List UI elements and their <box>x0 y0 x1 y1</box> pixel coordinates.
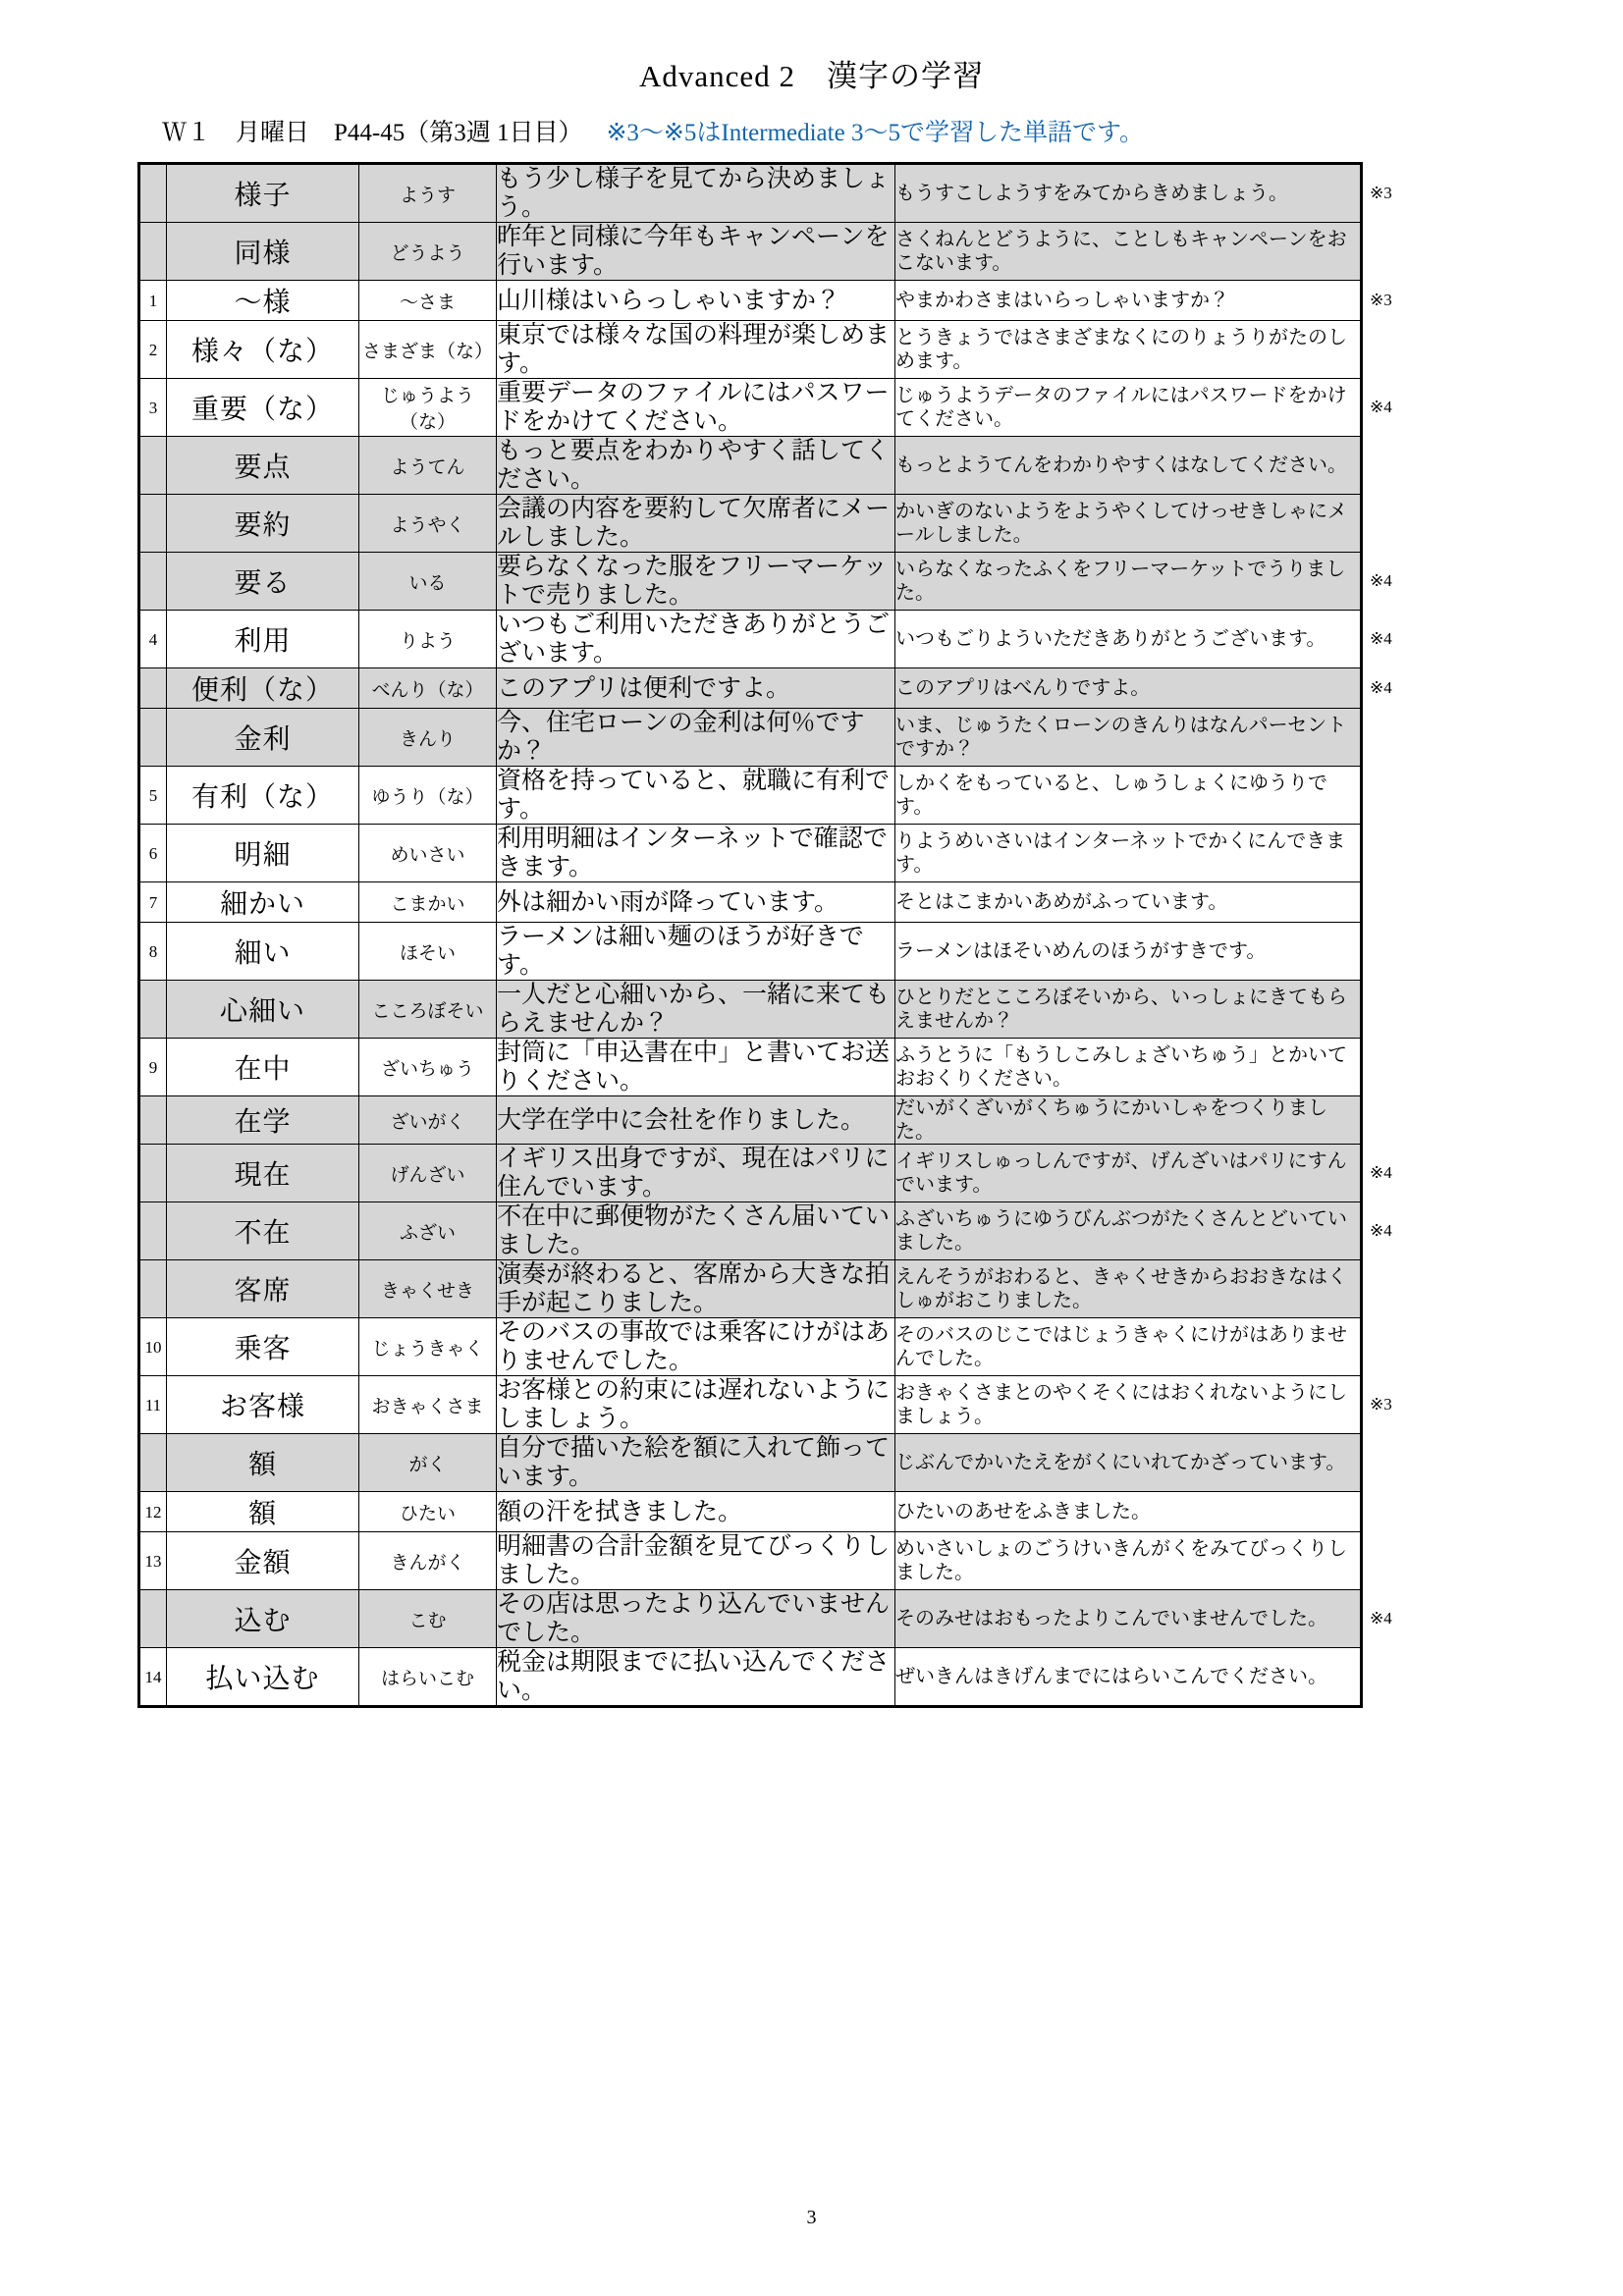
table-row <box>139 1532 1362 1590</box>
example-sentence-hiragana: いらなくなったふくをフリーマーケットでうりました。 <box>895 553 1362 611</box>
table-row <box>139 553 1362 611</box>
table-row <box>139 1590 1362 1648</box>
example-sentence: 税金は期限までに払い込んでください。 <box>497 1648 895 1707</box>
example-sentence-hiragana: ぜいきんはきげんまでにはらいこんでください。 <box>895 1648 1362 1707</box>
vocabulary-word: 乗客 <box>167 1318 359 1376</box>
vocabulary-word: 現在 <box>167 1145 359 1202</box>
example-sentence: 明細書の合計金額を見てびっくりしました。 <box>497 1532 895 1590</box>
reference-note-marker: ※4 <box>1370 1609 1392 1628</box>
example-sentence: 重要データのファイルにはパスワードをかけてください。 <box>497 379 895 437</box>
example-sentence: そのバスの事故では乗客にけがはありませんでした。 <box>497 1318 895 1376</box>
example-sentence-hiragana: もっとようてんをわかりやすくはなしてください。 <box>895 437 1362 495</box>
vocabulary-word: 様子 <box>167 164 359 223</box>
vocabulary-reading: きんがく <box>359 1532 497 1590</box>
example-sentence: 会議の内容を要約して欠席者にメールしました。 <box>497 495 895 553</box>
kanji-table-wrapper <box>137 162 1483 1708</box>
page-number: 3 <box>806 2207 817 2228</box>
example-sentence-hiragana: とうきょうではさまざまなくにのりょうりがたのしめます。 <box>895 321 1362 379</box>
vocabulary-word: 額 <box>167 1492 359 1532</box>
table-row <box>139 882 1362 923</box>
vocabulary-word: 払い込む <box>167 1648 359 1707</box>
row-number <box>139 164 167 223</box>
vocabulary-reading: ようやく <box>359 495 497 553</box>
example-sentence-hiragana: そのみせはおもったよりこんでいませんでした。 <box>895 1590 1362 1648</box>
example-sentence-hiragana: そのバスのじこではじょうきゃくにけがはありませんでした。 <box>895 1318 1362 1376</box>
reference-note-marker: ※4 <box>1370 398 1392 416</box>
vocabulary-word: 在学 <box>167 1096 359 1145</box>
vocabulary-reading: こころぼそい <box>359 981 497 1039</box>
row-number: 14 <box>139 1648 167 1707</box>
example-sentence-hiragana: ひとりだとこころぼそいから、いっしょにきてもらえませんか？ <box>895 981 1362 1039</box>
vocabulary-reading: はらいこむ <box>359 1648 497 1707</box>
vocabulary-word: 細い <box>167 923 359 981</box>
table-row <box>139 164 1362 223</box>
row-number: 2 <box>139 321 167 379</box>
vocabulary-reading: りよう <box>359 611 497 668</box>
vocabulary-reading: どうよう <box>359 223 497 281</box>
vocabulary-reading: ひたい <box>359 1492 497 1532</box>
vocabulary-reading: ざいがく <box>359 1096 497 1145</box>
vocabulary-word: 客席 <box>167 1260 359 1318</box>
example-sentence-hiragana: やまかわさまはいらっしゃいますか？ <box>895 281 1362 321</box>
example-sentence: もっと要点をわかりやすく話してください。 <box>497 437 895 495</box>
example-sentence-hiragana: ひたいのあせをふきました。 <box>895 1492 1362 1532</box>
vocabulary-reading: こむ <box>359 1590 497 1648</box>
example-sentence: 不在中に郵便物がたくさん届いていました。 <box>497 1202 895 1260</box>
reference-note-marker: ※4 <box>1370 678 1392 697</box>
vocabulary-word: ～様 <box>167 281 359 321</box>
vocabulary-word: 細かい <box>167 882 359 923</box>
row-number <box>139 553 167 611</box>
row-number: 3 <box>139 379 167 437</box>
vocabulary-reading: げんざい <box>359 1145 497 1202</box>
example-sentence: 山川様はいらっしゃいますか？ <box>497 281 895 321</box>
example-sentence: 昨年と同様に今年もキャンペーンを行います。 <box>497 223 895 281</box>
vocabulary-word: 在中 <box>167 1039 359 1096</box>
example-sentence-hiragana: じゅうようデータのファイルにはパスワードをかけてください。 <box>895 379 1362 437</box>
example-sentence: もう少し様子を見てから決めましょう。 <box>497 164 895 223</box>
reference-note-marker: ※3 <box>1370 183 1392 202</box>
vocabulary-word: 有利（な） <box>167 767 359 825</box>
table-row <box>139 1492 1362 1532</box>
row-number: 8 <box>139 923 167 981</box>
reference-note-marker: ※4 <box>1370 1163 1392 1182</box>
vocabulary-reading: こまかい <box>359 882 497 923</box>
table-row <box>139 709 1362 767</box>
reference-note-marker: ※3 <box>1370 1395 1392 1414</box>
example-sentence-hiragana: だいがくざいがくちゅうにかいしゃをつくりました。 <box>895 1096 1362 1145</box>
example-sentence: 自分で描いた絵を額に入れて飾っています。 <box>497 1434 895 1492</box>
vocabulary-word: 重要（な） <box>167 379 359 437</box>
table-row <box>139 1260 1362 1318</box>
vocabulary-word: 金利 <box>167 709 359 767</box>
example-sentence: 今、住宅ローンの金利は何％ですか？ <box>497 709 895 767</box>
reference-note-marker: ※4 <box>1370 571 1392 590</box>
row-number <box>139 981 167 1039</box>
table-row <box>139 981 1362 1039</box>
table-row <box>139 1376 1362 1434</box>
example-sentence-hiragana: このアプリはべんりですよ。 <box>895 668 1362 709</box>
example-sentence: いつもご利用いただきありがとうございます。 <box>497 611 895 668</box>
example-sentence: 利用明細はインターネットで確認できます。 <box>497 825 895 882</box>
row-number: 6 <box>139 825 167 882</box>
table-row <box>139 1434 1362 1492</box>
example-sentence-hiragana: じぶんでかいたえをがくにいれてかざっています。 <box>895 1434 1362 1492</box>
example-sentence-hiragana: そとはこまかいあめがふっています。 <box>895 882 1362 923</box>
page-title: Advanced 2 漢字の学習 <box>639 59 984 93</box>
row-number: 5 <box>139 767 167 825</box>
vocabulary-word: 明細 <box>167 825 359 882</box>
row-number <box>139 1096 167 1145</box>
vocabulary-word: お客様 <box>167 1376 359 1434</box>
vocabulary-word: 要る <box>167 553 359 611</box>
lesson-note-text: ※3～※5はIntermediate 3～5で学習した単語です。 <box>606 120 1144 146</box>
example-sentence-hiragana: りようめいさいはインターネットでかくにんできます。 <box>895 825 1362 882</box>
vocabulary-reading: おきゃくさま <box>359 1376 497 1434</box>
row-number <box>139 1145 167 1202</box>
row-number: 1 <box>139 281 167 321</box>
example-sentence: 一人だと心細いから、一緒に来てもらえませんか？ <box>497 981 895 1039</box>
row-number <box>139 223 167 281</box>
vocabulary-reading: ほそい <box>359 923 497 981</box>
example-sentence: 演奏が終わると、客席から大きな拍手が起こりました。 <box>497 1260 895 1318</box>
vocabulary-reading: べんり（な） <box>359 668 497 709</box>
vocabulary-reading: ようてん <box>359 437 497 495</box>
vocabulary-word: 利用 <box>167 611 359 668</box>
kanji-vocabulary-table <box>137 162 1363 1708</box>
vocabulary-reading: きゃくせき <box>359 1260 497 1318</box>
reference-note-marker: ※3 <box>1370 291 1392 309</box>
vocabulary-word: 不在 <box>167 1202 359 1260</box>
row-number: 9 <box>139 1039 167 1096</box>
vocabulary-word: 金額 <box>167 1532 359 1590</box>
row-number <box>139 709 167 767</box>
example-sentence-hiragana: もうすこしようすをみてからきめましょう。 <box>895 164 1362 223</box>
example-sentence-hiragana: いま、じゅうたくローンのきんりはなんパーセントですか？ <box>895 709 1362 767</box>
row-number <box>139 495 167 553</box>
vocabulary-word: 要約 <box>167 495 359 553</box>
example-sentence: イギリス出身ですが、現在はパリに住んでいます。 <box>497 1145 895 1202</box>
reference-note-marker: ※4 <box>1370 1221 1392 1240</box>
row-number: 12 <box>139 1492 167 1532</box>
table-row <box>139 437 1362 495</box>
vocabulary-word: 同様 <box>167 223 359 281</box>
example-sentence-hiragana: めいさいしょのごうけいきんがくをみてびっくりしました。 <box>895 1532 1362 1590</box>
table-row <box>139 1648 1362 1707</box>
vocabulary-word: 便利（な） <box>167 668 359 709</box>
table-row <box>139 611 1362 668</box>
table-row <box>139 495 1362 553</box>
table-row <box>139 825 1362 882</box>
example-sentence-hiragana: ラーメンはほそいめんのほうがすきです。 <box>895 923 1362 981</box>
table-row <box>139 223 1362 281</box>
example-sentence: 外は細かい雨が降っています。 <box>497 882 895 923</box>
row-number: 13 <box>139 1532 167 1590</box>
reference-note-column <box>1370 162 1478 1708</box>
vocabulary-reading: ふざい <box>359 1202 497 1260</box>
vocabulary-reading: ゆうり（な） <box>359 767 497 825</box>
row-number <box>139 437 167 495</box>
example-sentence-hiragana: えんそうがおわると、きゃくせきからおおきなはくしゅがおこりました。 <box>895 1260 1362 1318</box>
vocabulary-reading: いる <box>359 553 497 611</box>
row-number <box>139 1202 167 1260</box>
vocabulary-reading: じょうきゃく <box>359 1318 497 1376</box>
row-number: 11 <box>139 1376 167 1434</box>
example-sentence: 資格を持っていると、就職に有利です。 <box>497 767 895 825</box>
example-sentence-hiragana: いつもごりよういただきありがとうございます。 <box>895 611 1362 668</box>
vocabulary-word: 様々（な） <box>167 321 359 379</box>
example-sentence: 封筒に「申込書在中」と書いてお送りください。 <box>497 1039 895 1096</box>
row-number <box>139 1434 167 1492</box>
example-sentence: ラーメンは細い麺のほうが好きです。 <box>497 923 895 981</box>
table-row <box>139 668 1362 709</box>
example-sentence: 東京では様々な国の料理が楽しめます。 <box>497 321 895 379</box>
vocabulary-reading: めいさい <box>359 825 497 882</box>
vocabulary-word: 額 <box>167 1434 359 1492</box>
table-row <box>139 923 1362 981</box>
lesson-schedule-text: Ｗ１ 月曜日 P44-45（第3週 1日目） <box>162 120 583 146</box>
example-sentence: その店は思ったより込んでいませんでした。 <box>497 1590 895 1648</box>
example-sentence: 額の汗を拭きました。 <box>497 1492 895 1532</box>
vocabulary-reading: じゅうよう（な） <box>359 379 497 437</box>
vocabulary-reading: がく <box>359 1434 497 1492</box>
row-number <box>139 1260 167 1318</box>
vocabulary-reading: きんり <box>359 709 497 767</box>
vocabulary-word: 心細い <box>167 981 359 1039</box>
vocabulary-reading: ～さま <box>359 281 497 321</box>
example-sentence: このアプリは便利ですよ。 <box>497 668 895 709</box>
example-sentence: 大学在学中に会社を作りました。 <box>497 1096 895 1145</box>
table-row <box>139 281 1362 321</box>
lesson-subtitle <box>0 95 1623 148</box>
row-number: 10 <box>139 1318 167 1376</box>
kanji-table-body <box>139 164 1362 1707</box>
vocabulary-reading: ざいちゅう <box>359 1039 497 1096</box>
table-row <box>139 1096 1362 1145</box>
table-row <box>139 1318 1362 1376</box>
vocabulary-word: 要点 <box>167 437 359 495</box>
row-number <box>139 1590 167 1648</box>
reference-note-marker: ※4 <box>1370 629 1392 648</box>
row-number: 4 <box>139 611 167 668</box>
example-sentence-hiragana: さくねんとどうように、ことしもキャンペーンをおこないます。 <box>895 223 1362 281</box>
vocabulary-reading: ようす <box>359 164 497 223</box>
example-sentence-hiragana: イギリスしゅっしんですが、げんざいはパリにすんでいます。 <box>895 1145 1362 1202</box>
example-sentence-hiragana: ふざいちゅうにゆうびんぶつがたくさんとどいていました。 <box>895 1202 1362 1260</box>
vocabulary-reading: さまざま（な） <box>359 321 497 379</box>
example-sentence-hiragana: ふうとうに「もうしこみしょざいちゅう」とかいておおくりください。 <box>895 1039 1362 1096</box>
example-sentence: 要らなくなった服をフリーマーケットで売りました。 <box>497 553 895 611</box>
example-sentence-hiragana: おきゃくさまとのやくそくにはおくれないようにしましょう。 <box>895 1376 1362 1434</box>
example-sentence-hiragana: しかくをもっていると、しゅうしょくにゆうりです。 <box>895 767 1362 825</box>
row-number: 7 <box>139 882 167 923</box>
row-number <box>139 668 167 709</box>
example-sentence-hiragana: かいぎのないようをようやくしてけっせきしゃにメールしました。 <box>895 495 1362 553</box>
table-row <box>139 1145 1362 1202</box>
vocabulary-word: 込む <box>167 1590 359 1648</box>
table-row <box>139 321 1362 379</box>
table-row <box>139 1202 1362 1260</box>
table-row <box>139 767 1362 825</box>
table-row <box>139 1039 1362 1096</box>
example-sentence: お客様との約束には遅れないようにしましょう。 <box>497 1376 895 1434</box>
table-row <box>139 379 1362 437</box>
